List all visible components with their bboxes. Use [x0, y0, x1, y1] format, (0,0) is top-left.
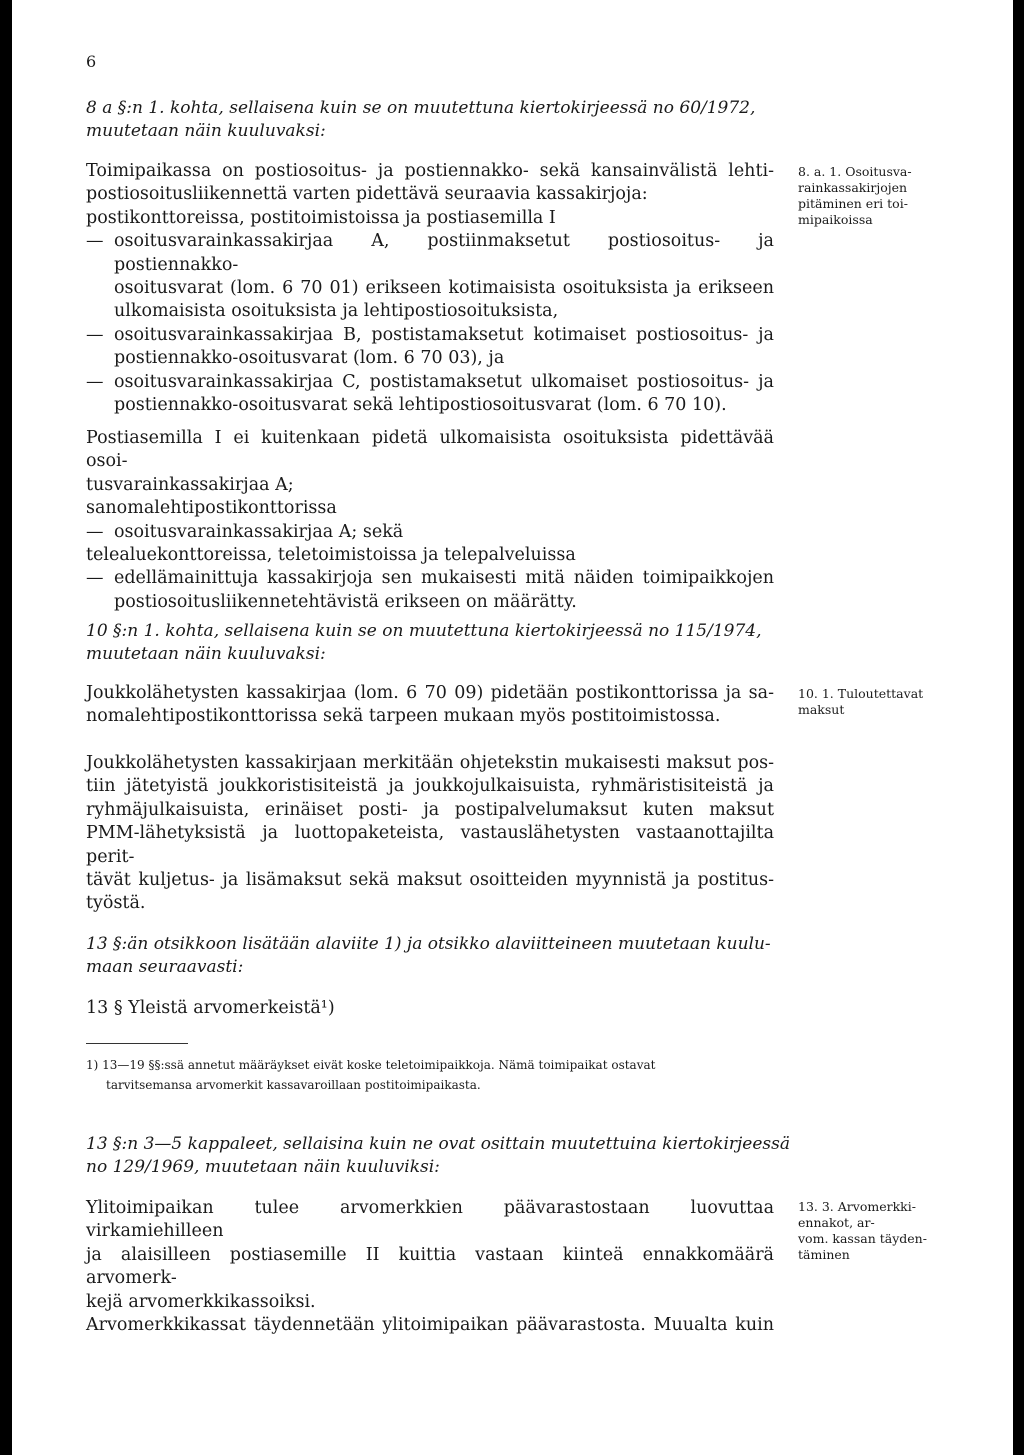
text-line: Toimipaikassa on postiosoitus- ja postiennakko- sekä kansainvälistä lehti- [86, 161, 774, 181]
margin-note [798, 1199, 968, 1263]
margin-note-line: pitäminen eri toi- [798, 196, 908, 211]
text-line: Joukkolähetysten kassakirjaan merkitään ohjetekstin mukaisesti maksut pos- [86, 753, 774, 773]
text-line: ryhmäjulkaisuista, erinäiset posti- ja postipalvelumaksut kuten maksut [86, 799, 774, 820]
heading-line: 8 a §:n 1. kohta, sellaisena kuin se on muutettuna kiertokirjeessä no 60/1972, [86, 98, 756, 118]
text-line: postikonttoreissa, postitoimistoissa ja postiasemilla I [86, 207, 556, 228]
section-heading-10 [86, 620, 776, 666]
text-line: tävät kuljetus- ja lisämaksut sekä maksut osoitteiden myynnistä ja postitus- [86, 870, 774, 891]
text-line: osoitusvarat (lom. 6 70 01) erikseen kotimaisista osoituksista ja erikseen [114, 278, 774, 299]
heading-line: muutetaan näin kuuluvaksi: [86, 644, 326, 664]
section-title-13: 13 § Yleistä arvomerkeistä¹) [86, 998, 335, 1018]
paragraph-8a [86, 160, 774, 417]
text-line: nomalehtipostikonttorissa sekä tarpeen mukaan myös postitoimistossa. [86, 706, 721, 727]
list-item: — osoitusvarainkassakirjaa A, postiinmaksetut postiosoitus- ja postiennakko- [86, 230, 774, 277]
text-line: tiin jätetyistä joukkoristisiteistä ja joukkojulkaisuista, ryhmäristisiteistä ja [86, 776, 774, 797]
text-line: työstä. [86, 893, 146, 914]
heading-line: 13 §:än otsikkoon lisätään alaviite 1) ja otsikko alaviitteineen muutetaan kuulu- [86, 934, 771, 954]
heading-line: 13 §:n 3—5 kappaleet, sellaisina kuin ne ovat osittain muutettuina kiertokirjeessä [86, 1134, 790, 1154]
list-item: — osoitusvarainkassakirjaa B, postistamaksetut kotimaiset postiosoitus- ja [86, 324, 774, 347]
heading-line: muutetaan näin kuuluvaksi: [86, 121, 326, 141]
text-line: telealuekonttoreissa, teletoimistoissa ja telepalveluissa [86, 545, 576, 566]
text-line: Ylitoimipaikan tulee arvomerkkien päävarastostaan luovuttaa virkamiehilleen [86, 1198, 774, 1242]
margin-note-line: rainkassakirjojen [798, 180, 908, 195]
text-line: tusvarainkassakirjaa A; [86, 474, 294, 495]
text-line: postiosoitusliikennetehtävistä erikseen on määrätty. [114, 591, 577, 612]
margin-note-line: vom. kassan täyden- [798, 1231, 927, 1246]
footnote-line: 1) 13—19 §§:ssä annetut määräykset eivät koske teletoimipaikkoja. Nämä toimipaikat ostavat [86, 1058, 656, 1072]
text-line: sanomalehtipostikonttorissa [86, 498, 337, 519]
margin-note [798, 164, 968, 228]
list-item: — osoitusvarainkassakirjaa C, postistamaksetut ulkomaiset postiosoitus- ja [86, 371, 774, 394]
section-heading-13 [86, 933, 776, 979]
heading-line: no 129/1969, muutetaan näin kuuluviksi: [86, 1157, 440, 1177]
text-line: ja alaisilleen postiasemille II kuittia vastaan kiinteä ennakkomäärä arvomerk- [86, 1244, 774, 1289]
text-line: postiennakko-osoitusvarat (lom. 6 70 03), ja [114, 348, 505, 369]
text-line: PMM-lähetyksistä ja luottopaketeista, vastauslähetysten vastaanottajilta perit- [86, 823, 774, 867]
section-heading-8a [86, 97, 776, 143]
heading-line: 10 §:n 1. kohta, sellaisena kuin se on muutettuna kiertokirjeessä no 115/1974, [86, 621, 762, 641]
left-scan-border [0, 0, 12, 1455]
heading-line: maan seuraavasti: [86, 957, 244, 977]
margin-note-line: täminen [798, 1247, 850, 1262]
paragraph-13-3 [86, 1197, 774, 1337]
text-line: kejä arvomerkkikassoiksi. [86, 1291, 316, 1312]
list-item: — edellämainittuja kassakirjoja sen mukaisesti mitä näiden toimipaikkojen [86, 567, 774, 590]
footnote [86, 1055, 776, 1095]
margin-note [798, 686, 968, 718]
page-number: 6 [86, 52, 97, 71]
footnote-line: tarvitsemansa arvomerkit kassavaroillaan postitoimipaikasta. [106, 1078, 481, 1092]
text-line: Postiasemilla I ei kuitenkaan pidetä ulkomaisista osoituksista pidettävää osoi- [86, 428, 774, 472]
margin-note-line: 8. a. 1. Osoitusva- [798, 164, 912, 179]
paragraph-postiasemilla [86, 427, 774, 614]
right-scan-border [1013, 0, 1024, 1455]
margin-note-line: ennakot, ar- [798, 1215, 875, 1230]
text-line: Joukkolähetysten kassakirjaa (lom. 6 70 09) pidetään postikonttorissa ja sa- [86, 683, 774, 703]
text-line: postiennakko-osoitusvarat sekä lehtipostiosoitusvarat (lom. 6 70 10). [114, 395, 727, 416]
section-heading-13-3 [86, 1133, 790, 1179]
paragraph-joukkolahetykset [86, 752, 774, 916]
margin-note-line: mipaikoissa [798, 212, 873, 227]
footnote-rule [86, 1043, 188, 1044]
paragraph-10 [86, 682, 774, 729]
text-line: ulkomaisista osoituksista ja lehtipostiosoituksista, [114, 301, 559, 322]
list-item: — osoitusvarainkassakirjaa A; sekä [86, 521, 774, 544]
text-line: postiosoitusliikennettä varten pidettävä seuraavia kassakirjoja: [86, 184, 648, 205]
margin-note-line: 13. 3. Arvomerkki- [798, 1199, 916, 1214]
margin-note-line: 10. 1. Tuloutettavat [798, 686, 924, 701]
text-line: Arvomerkkikassat täydennetään ylitoimipaikan päävarastosta. Muualta kuin [86, 1315, 774, 1336]
margin-note-line: maksut [798, 702, 845, 717]
